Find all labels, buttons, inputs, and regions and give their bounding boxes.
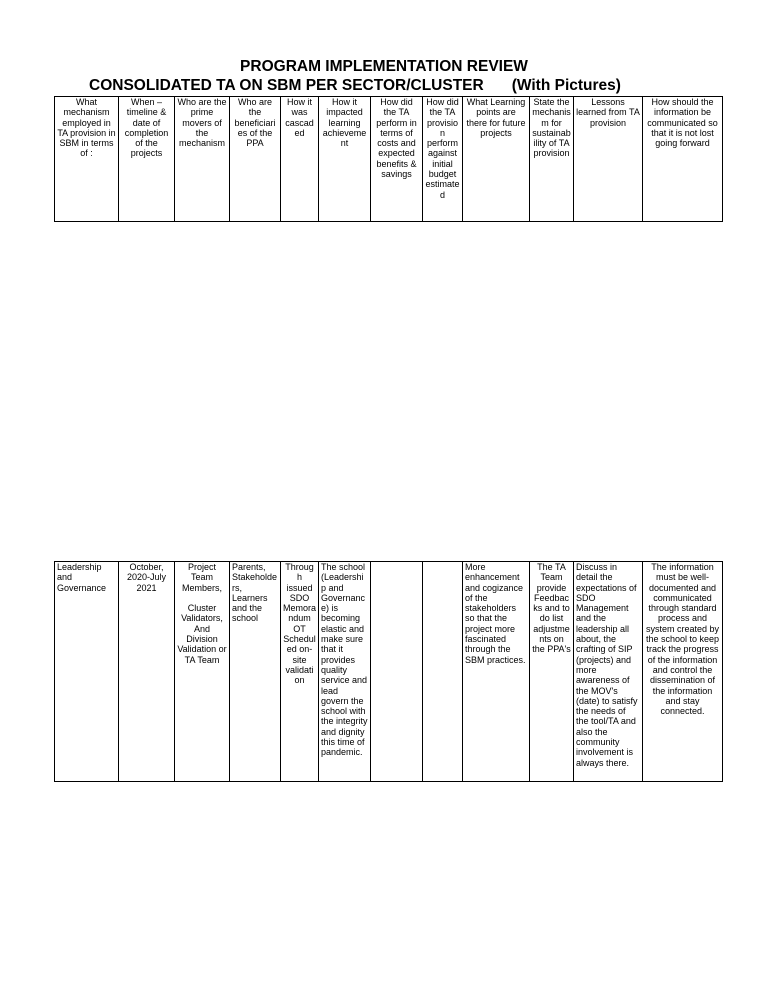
- table-cell: [371, 562, 423, 782]
- table-cell: Leadership and Governance: [55, 562, 119, 782]
- table-cell: Through issued SDO Memorandum OT Scheduled on-site validation: [281, 562, 319, 782]
- header-cell: How did the TA perform in terms of costs and expected benefits & savings: [371, 97, 423, 222]
- header-cell: How it was cascaded: [281, 97, 319, 222]
- header-cell: Who are the beneficiaries of the PPA: [230, 97, 281, 222]
- table-cell: Parents, Stakeholders, Learners and the school: [230, 562, 281, 782]
- header-table: [54, 96, 723, 222]
- table-cell: Project Team Members, Cluster Validators, And Division Validation or TA Team: [175, 562, 230, 782]
- body-table: [54, 561, 723, 782]
- header-row: [55, 97, 723, 222]
- table-cell: October, 2020-July 2021: [119, 562, 175, 782]
- table-cell: More enhancement and cogizance of the stakeholders so that the project more fascinated through the SBM practices.: [463, 562, 530, 782]
- table-cell: Discuss in detail the expectations of SDO Management and the leadership all about, the crafting of SIP (projects) and more awareness of the MOV's (date) to satisfy the needs of the tool/TA and also the community involvement is always there.: [574, 562, 643, 782]
- header-cell: Who are the prime movers of the mechanism: [175, 97, 230, 222]
- subtitle-suffix: (With Pictures): [511, 77, 621, 94]
- header-cell: State the mechanism for sustainability of TA provision: [530, 97, 574, 222]
- table-cell: The information must be well-documented and communicated through standard process and system created by the school to keep track the progress of the information and control the dissemination of the information and stay connected.: [643, 562, 723, 782]
- header-cell: How should the information be communicated so that it is not lost going forward: [643, 97, 723, 222]
- table-cell: [423, 562, 463, 782]
- header-cell: When – timeline & date of completion of the projects: [119, 97, 175, 222]
- header-cell: How it impacted learning achievement: [319, 97, 371, 222]
- header-cell: Lessons learned from TA provision: [574, 97, 643, 222]
- table-cell: The school (Leadership and Governance) is becoming elastic and make sure that it provides quality service and lead govern the school with the integrity and dignity this time of pandemic.: [319, 562, 371, 782]
- header-cell: How did the TA provision perform against initial budget estimated: [423, 97, 463, 222]
- page-subtitle: [89, 77, 621, 95]
- table-cell: The TA Team provide Feedbacks and to do list adjustments on the PPA's: [530, 562, 574, 782]
- header-cell: What Learning points are there for future projects: [463, 97, 530, 222]
- subtitle-main: CONSOLIDATED TA ON SBM PER SECTOR/CLUSTER: [89, 77, 484, 94]
- header-cell: What mechanism employed in TA provision in SBM in terms of :: [55, 97, 119, 222]
- table-row: [55, 562, 723, 782]
- page-title: PROGRAM IMPLEMENTATION REVIEW: [240, 58, 528, 75]
